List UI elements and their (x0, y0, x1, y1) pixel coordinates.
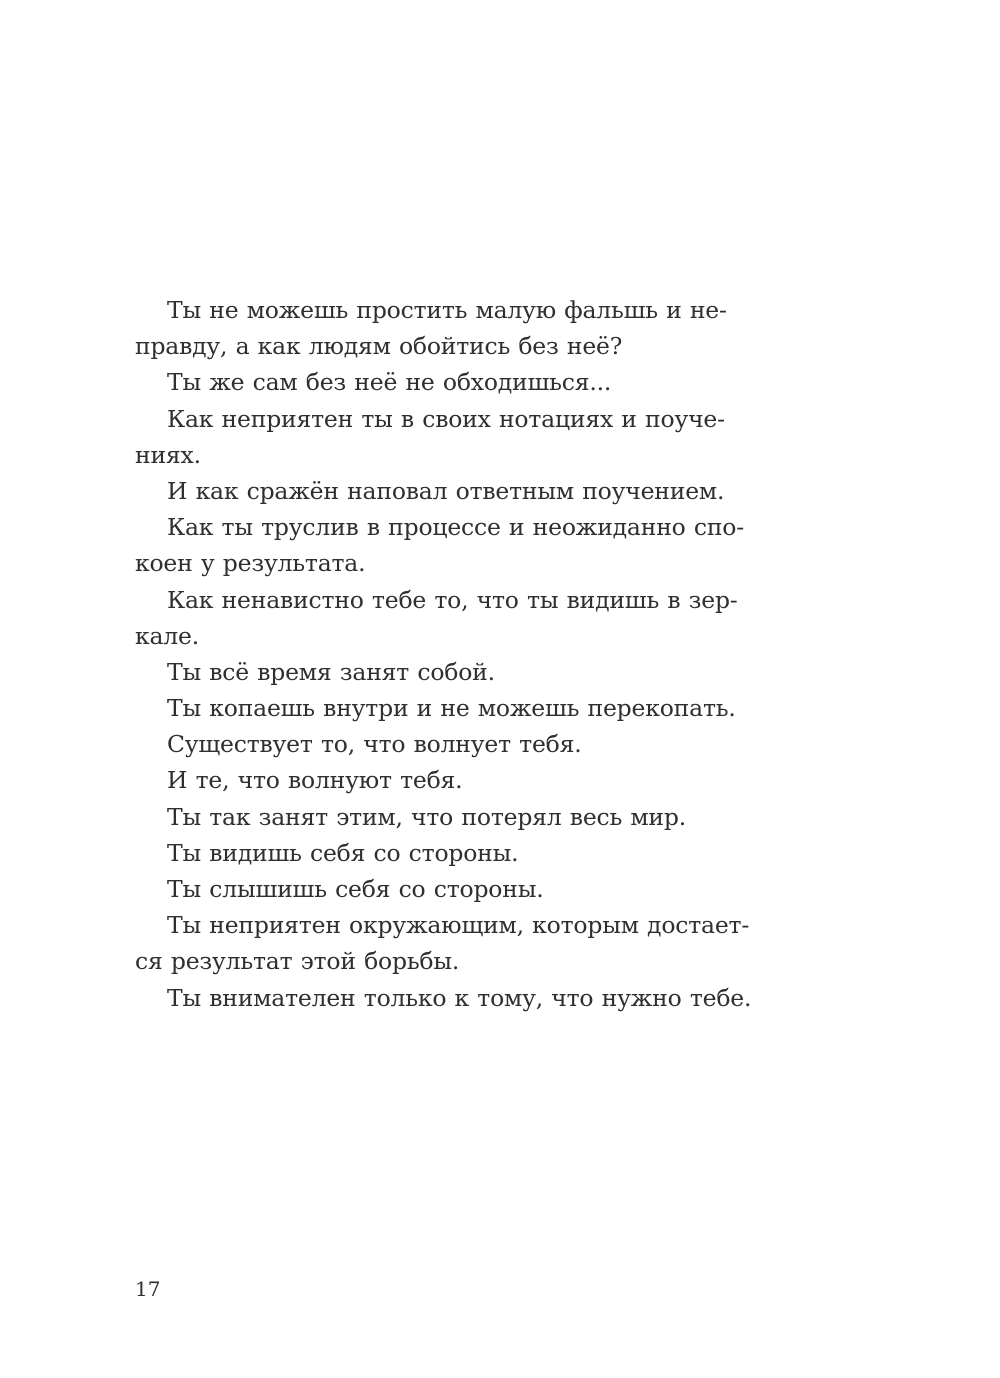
text-line: ся результат этой борьбы. (135, 947, 460, 976)
text-line: кале. (135, 621, 200, 650)
text-line: Ты видишь себя со стороны. (167, 838, 519, 867)
text-line: Ты так занят этим, что потерял весь мир. (167, 802, 687, 831)
text-line: Ты неприятен окружающим, которым достает- (167, 911, 750, 940)
text-line: И как сражён наповал ответным поучением. (167, 476, 725, 505)
text-line: Как ты труслив в процессе и неожиданно спо- (167, 513, 744, 542)
text-line: И те, что волнуют тебя. (167, 766, 463, 795)
text-line: Ты слышишь себя со стороны. (167, 875, 544, 903)
text-line: ниях. (135, 440, 201, 469)
body-text (135, 292, 755, 1016)
text-line: коен у результата. (135, 549, 366, 578)
page-number: 17 (135, 1277, 161, 1301)
text-line: Как ненавистно тебе то, что ты видишь в зер- (167, 585, 738, 614)
text-line: Существует то, что волнует тебя. (167, 730, 582, 759)
text-line: правду, а как людям обойтись без неё? (135, 332, 623, 361)
text-line: Ты же сам без неё не обходишься... (167, 368, 612, 397)
text-line: Ты не можешь простить малую фальшь и не- (167, 296, 727, 324)
text-line: Ты внимателен только к тому, что нужно тебе. (167, 983, 752, 1012)
text-line: Как неприятен ты в своих нотациях и поуче- (167, 404, 725, 433)
text-line: Ты всё время занят собой. (167, 657, 495, 686)
text-line: Ты копаешь внутри и не можешь перекопать. (167, 694, 736, 723)
